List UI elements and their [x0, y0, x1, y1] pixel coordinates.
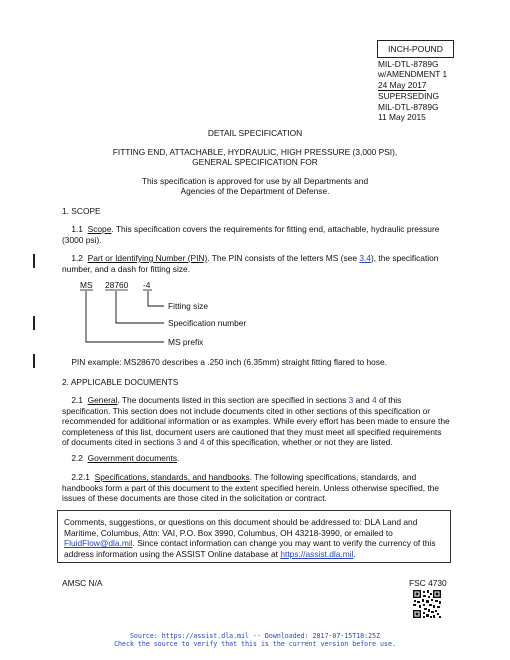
approval-line-1: This specification is approved for use by all Departments and [141, 176, 369, 186]
paragraph-2-2 [62, 453, 450, 464]
pin-diagram [60, 276, 280, 354]
ref-3-4-link[interactable]: 3.4 [359, 253, 371, 263]
p22-title: Government documents [87, 453, 178, 463]
p21-text-a: . The documents listed in this section are specified in sections [117, 395, 349, 405]
p12-title: Part or Identifying Number (PIN) [87, 253, 208, 263]
p21-and: and [353, 395, 372, 405]
pin-part-ms: MS [80, 280, 93, 290]
comments-notice-box [57, 510, 451, 563]
pin-example-text: PIN example: MS28670 describes a .250 inch (6.35mm) straight fitting flared to hose. [71, 357, 387, 367]
p221-text: . The following specifications, standards, and handbooks form a part of this document to the extent specified herein. Unless otherwise specified, the issues of these documents are those cited in the solicitation or contract. [62, 472, 440, 504]
p21-title: General [87, 395, 118, 405]
paragraph-1-2 [62, 253, 450, 274]
superseded-id: MIL-DTL-8789G [378, 101, 439, 112]
p22-num: 2.2 [71, 453, 83, 463]
comments-notice-text [64, 517, 446, 559]
p21-and: and [181, 437, 200, 448]
assist-url-link[interactable]: https://assist.dla.mil [280, 548, 354, 559]
change-bar [33, 316, 35, 330]
amsc-label: AMSC N/A [62, 578, 103, 588]
amendment: w/AMENDMENT 1 [378, 69, 448, 80]
email-link[interactable]: FluidFlow@dla.mil [64, 538, 133, 549]
p221-num: 2.2.1 [71, 472, 90, 482]
ms-prefix-leader [86, 291, 164, 342]
spec-type: DETAIL SPECIFICATION [207, 128, 303, 138]
change-bar [33, 254, 35, 268]
p11-num: 1.1 [71, 224, 83, 234]
inch-pound-box [377, 40, 454, 58]
fsc-label: FSC 4730 [409, 578, 447, 588]
document-identifier-block [378, 59, 447, 122]
paragraph-1-1 [62, 224, 450, 245]
section-1-heading: 1. SCOPE [62, 206, 101, 216]
label-fitting-size: Fitting size [168, 301, 209, 311]
superseded-date: 11 May 2015 [378, 112, 426, 123]
amendment-date: 24 May 2017 [378, 79, 427, 90]
doc-id: MIL-DTL-8789G [378, 59, 439, 69]
notice-text-a: Comments, suggestions, or questions on this document should be addressed to: DLA Land and Maritime, Columbus, Attn: VAI, P.O. Box 3990, Columbus, OH 43218-3990, or emailed to [64, 517, 418, 538]
p21-text-c: of this specification, whether or not they are listed. [204, 437, 393, 448]
p221-title: Specifications, standards, and handbooks [94, 472, 250, 482]
inch-pound-label: INCH-POUND [388, 44, 443, 54]
p21-num: 2.1 [71, 395, 83, 405]
approval-line-2: Agencies of the Department of Defense. [180, 186, 330, 196]
ref-section-4-link[interactable]: 4 [371, 395, 377, 405]
ref-section-4-link[interactable]: 4 [199, 437, 205, 448]
paragraph-2-2-1 [62, 472, 450, 504]
paragraph-2-1 [62, 395, 450, 448]
section-2-heading: 2. APPLICABLE DOCUMENTS [62, 377, 179, 387]
p12-text-a: . The PIN consists of the letters MS (see [207, 253, 360, 263]
p22-end: . [177, 453, 180, 463]
title-line-2: GENERAL SPECIFICATION FOR [192, 157, 318, 167]
qr-code-icon [412, 589, 442, 619]
ref-section-3-link[interactable]: 3 [176, 437, 182, 448]
ref-section-3-link[interactable]: 3 [348, 395, 354, 405]
pin-example [62, 357, 450, 368]
p11-title: Scope [87, 224, 112, 234]
verify-line: Check the source to verify that this is the current version before use. [114, 640, 396, 648]
p21-text-b: of this specification. This section does not include documents cited in other sections of this specification or recommended for additional information or as examples. While every effort has been made to ensure the completeness of this list, document users are cautioned that they must meet all specified requirements of documents cited in sections [62, 395, 450, 448]
p11-text: . This specification covers the requirements for fitting end, attachable, hydraulic pressure (3000 psi). [62, 224, 440, 245]
title-line-1: FITTING END, ATTACHABLE, HYDRAULIC, HIGH PRESSURE (3,000 PSI), [112, 147, 398, 157]
label-spec-number: Specification number [168, 318, 247, 328]
change-bar [33, 354, 35, 368]
pin-part-dash: -4 [143, 280, 151, 290]
label-ms-prefix: MS prefix [168, 337, 204, 347]
source-line: Source: https://assist.dla.mil -- Downloaded: 2017-07-15T18:25Z [129, 632, 381, 640]
p12-num: 1.2 [71, 253, 83, 263]
fitting-size-leader [148, 291, 164, 306]
p12-text-b: ), the specification number, and a dash for fitting size. [62, 253, 439, 274]
notice-text-c: . [353, 548, 356, 559]
notice-text-b: . Since contact information can change you may want to verify the currency of this address information using the ASSIST Online database at [64, 538, 436, 559]
spec-number-leader [116, 291, 164, 323]
pin-part-number: 28760 [105, 280, 129, 290]
superseding-label: SUPERSEDING [378, 91, 439, 102]
